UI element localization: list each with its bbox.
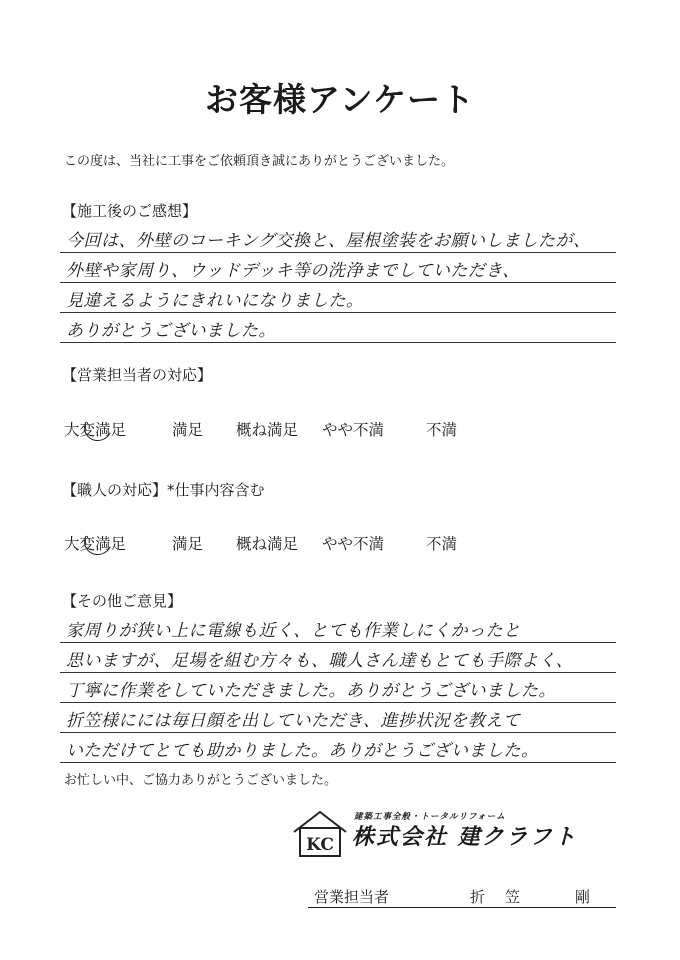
other-handwriting — [66, 616, 626, 766]
other-line: いただけてとても助かりました。ありがとうございました。 — [66, 741, 539, 761]
sales-rep-label: 営業担当者 — [314, 888, 390, 906]
other-heading: 【その他ご意見】 — [62, 592, 183, 610]
company-logo — [290, 808, 610, 860]
rating-option-very-satisfied: 大変満足 — [64, 421, 127, 439]
other-line: 折笠様にには毎日顔を出していただき、進捗状況を教えて — [66, 711, 521, 731]
impression-handwriting — [66, 226, 626, 346]
craftsman-heading: 【職人の対応】*仕事内容含む — [62, 481, 265, 499]
sales-rep-name: 折笠 剛 — [470, 888, 611, 906]
other-line: 丁寧に作業をしていただきました。ありがとうございました。 — [66, 681, 556, 701]
rating-option-mostly-satisfied: 概ね満足 — [236, 535, 299, 553]
signature-underline — [308, 907, 616, 908]
rating-option-dissatisfied: 不満 — [426, 535, 458, 553]
rating-option-dissatisfied: 不満 — [426, 421, 458, 439]
impression-line: 見違えるようにきれいになりました。 — [66, 291, 364, 311]
logo-company-name: 株式会社 建クラフト — [352, 825, 578, 850]
rating-option-very-satisfied: 大変満足 — [64, 535, 127, 553]
rating-option-somewhat-dissatisfied: やや不満 — [322, 421, 385, 439]
sales-rating-row — [64, 418, 484, 442]
logo-mark-text: KC — [306, 835, 334, 855]
rating-option-mostly-satisfied: 概ね満足 — [236, 421, 299, 439]
impression-line: 今回は、外壁のコーキング交換と、屋根塗装をお願いしましたが、 — [66, 231, 591, 251]
other-line: 思いますが、足場を組む方々も、職人さん達もとても手際よく、 — [66, 651, 574, 671]
rating-option-satisfied: 満足 — [172, 535, 204, 553]
impression-line: 外壁や家周り、ウッドデッキ等の洗浄までしていただき、 — [66, 261, 520, 281]
intro-text: この度は、当社に工事をご依頼頂き誠にありがとうございました。 — [64, 154, 455, 169]
other-line: 家周りが狭い上に電線も近く、とても作業しにくかったと — [66, 621, 521, 641]
impression-line: ありがとうございました。 — [66, 321, 276, 341]
rating-option-somewhat-dissatisfied: やや不満 — [322, 535, 385, 553]
closing-text: お忙しい中、ご協力ありがとうございました。 — [64, 773, 338, 788]
house-logo-icon — [290, 808, 350, 858]
rating-option-satisfied: 満足 — [172, 421, 204, 439]
craftsman-rating-row — [64, 532, 484, 556]
page-title: お客様アンケート — [204, 80, 476, 119]
logo-tagline: 建築工事全般・トータルリフォーム — [354, 812, 506, 822]
sales-heading: 【営業担当者の対応】 — [62, 366, 213, 384]
impression-heading: 【施工後のご感想】 — [62, 202, 198, 220]
